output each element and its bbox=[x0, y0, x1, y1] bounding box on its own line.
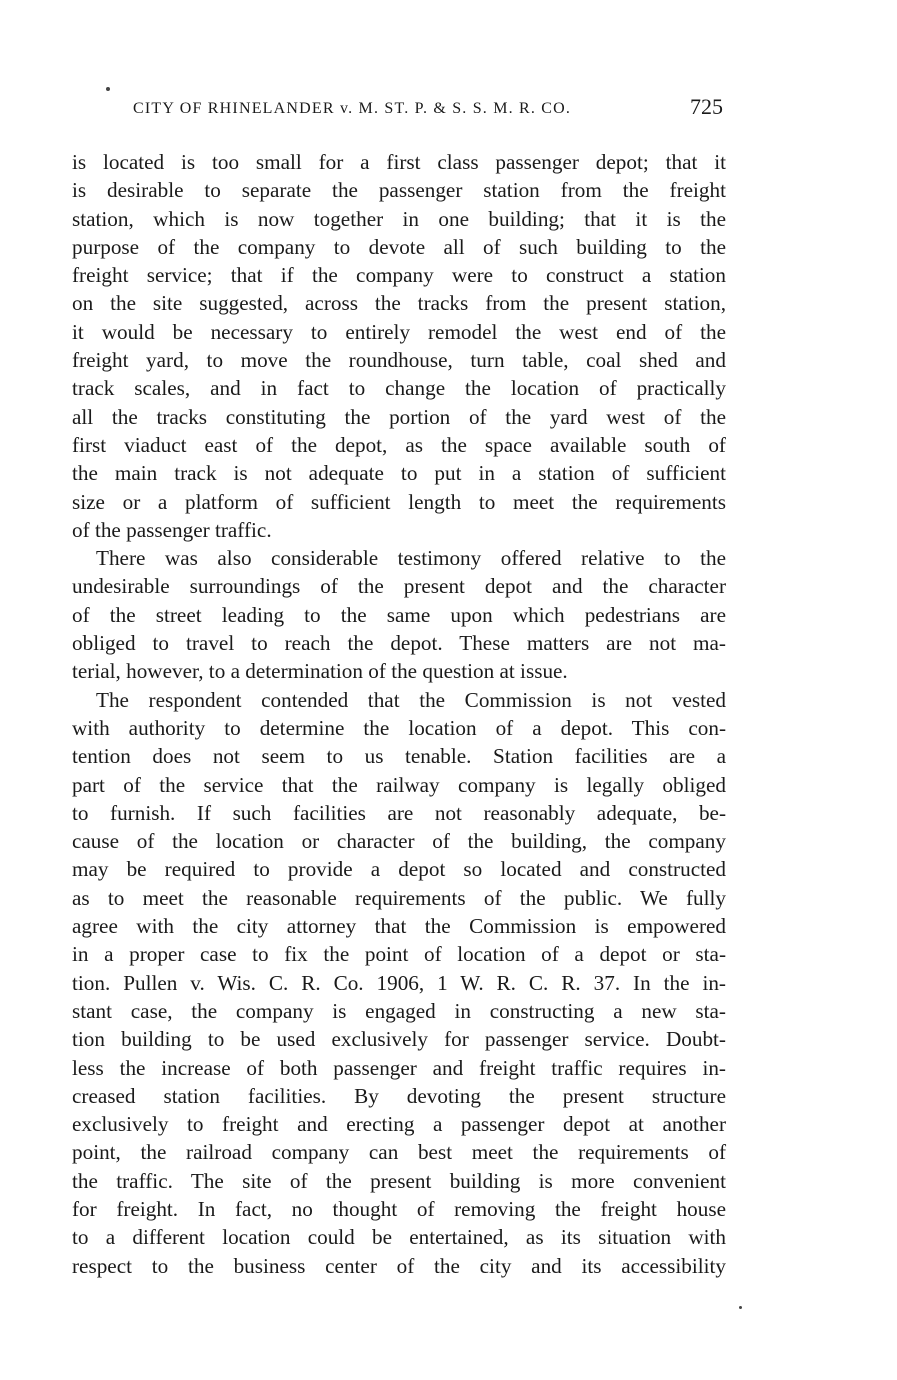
text-line: The respondent contended that the Commission is not vested bbox=[96, 687, 726, 712]
text-line: freight service; that if the company were to construct a station bbox=[72, 263, 726, 288]
running-head-title: CITY OF RHINELANDER v. M. ST. P. & S. S. M. R. CO. bbox=[133, 100, 572, 117]
text-line: it would be necessary to entirely remodel the west end of the bbox=[72, 319, 726, 344]
text-line: is desirable to separate the passenger station from the freight bbox=[72, 178, 726, 203]
text-line: terial, however, to a determination of the question at issue. bbox=[72, 659, 568, 684]
text-line: first viaduct east of the depot, as the space available south of bbox=[72, 432, 726, 457]
text-line: creased station facilities. By devoting the present structure bbox=[72, 1083, 726, 1108]
text-line: station, which is now together in one building; that it is the bbox=[72, 206, 726, 231]
text-line: exclusively to freight and erecting a passenger depot at another bbox=[72, 1112, 726, 1137]
running-head bbox=[133, 94, 723, 124]
text-line: point, the railroad company can best meet the requirements of bbox=[72, 1140, 726, 1165]
text-line: is located is too small for a first class passenger depot; that it bbox=[72, 150, 726, 174]
text-line: all the tracks constituting the portion of the yard west of the bbox=[72, 404, 726, 429]
text-line: to furnish. If such facilities are not reasonably adequate, be- bbox=[72, 800, 726, 825]
text-line: tion building to be used exclusively for passenger service. Doubt- bbox=[72, 1027, 726, 1052]
text-line: of the passenger traffic. bbox=[72, 517, 272, 542]
body-text bbox=[72, 148, 726, 1280]
text-line: the traffic. The site of the present building is more convenient bbox=[72, 1168, 726, 1193]
text-line: stant case, the company is engaged in constructing a new sta- bbox=[72, 998, 726, 1023]
text-line: respect to the business center of the city and its accessibility bbox=[72, 1253, 726, 1278]
text-line: in a proper case to fix the point of location of a depot or sta- bbox=[72, 942, 726, 967]
text-line: as to meet the reasonable requirements of the public. We fully bbox=[72, 885, 726, 910]
text-line: may be required to provide a depot so located and constructed bbox=[72, 857, 726, 882]
text-line: the main track is not adequate to put in a station of sufficient bbox=[72, 461, 726, 486]
page-number: 725 bbox=[690, 94, 723, 119]
text-line: undesirable surroundings of the present depot and the character bbox=[72, 574, 726, 599]
text-line: track scales, and in fact to change the location of practically bbox=[72, 376, 726, 401]
text-line: size or a platform of sufficient length to meet the requirements bbox=[72, 489, 726, 514]
text-line: on the site suggested, across the tracks from the present station, bbox=[72, 291, 726, 316]
text-line: part of the service that the railway company is legally obliged bbox=[72, 772, 726, 797]
text-line: less the increase of both passenger and freight traffic requires in- bbox=[72, 1055, 726, 1080]
text-line: agree with the city attorney that the Commission is empowered bbox=[72, 914, 726, 939]
text-line: purpose of the company to devote all of such building to the bbox=[72, 234, 726, 259]
text-line: with authority to determine the location of a depot. This con- bbox=[72, 715, 726, 740]
text-line: cause of the location or character of the building, the company bbox=[72, 829, 726, 854]
text-line: freight yard, to move the roundhouse, turn table, coal shed and bbox=[72, 348, 726, 373]
paragraph bbox=[72, 148, 726, 544]
paragraph bbox=[72, 686, 726, 1280]
text-line: of the street leading to the same upon which pedestrians are bbox=[72, 602, 726, 627]
text-line: tention does not seem to us tenable. Station facilities are a bbox=[72, 744, 726, 769]
text-line: tion. Pullen v. Wis. C. R. Co. 1906, 1 W. R. C. R. 37. In the in- bbox=[72, 970, 726, 995]
paragraph bbox=[72, 544, 726, 685]
text-line: to a different location could be entertained, as its situation with bbox=[72, 1225, 726, 1250]
text-line: for freight. In fact, no thought of removing the freight house bbox=[72, 1196, 726, 1221]
text-line: There was also considerable testimony offered relative to the bbox=[96, 546, 726, 571]
text-line: obliged to travel to reach the depot. These matters are not ma- bbox=[72, 631, 726, 656]
